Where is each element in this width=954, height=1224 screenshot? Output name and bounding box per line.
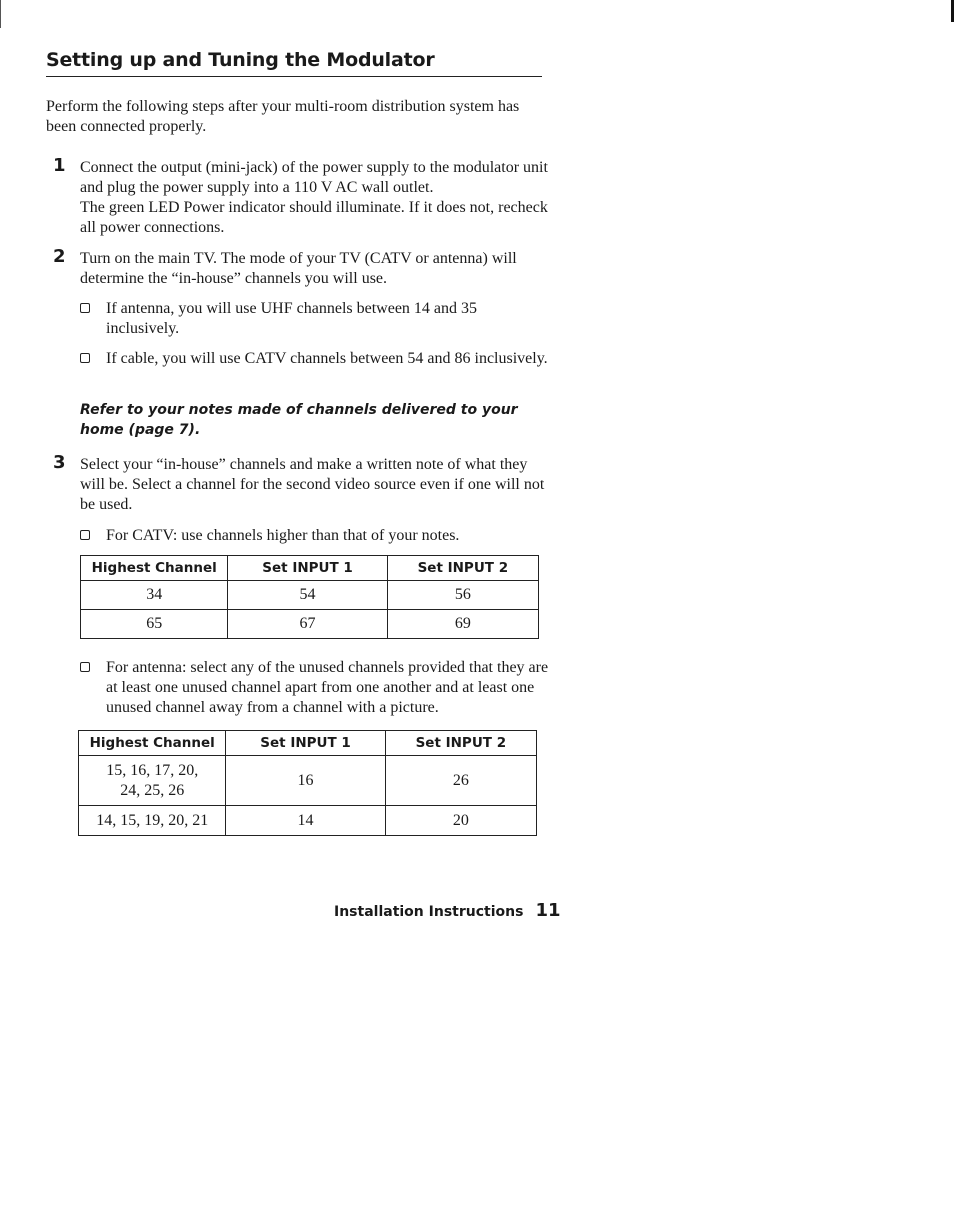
page-number: 11 bbox=[535, 900, 561, 921]
step-2-text: Turn on the main TV. The mode of your TV (CATV or antenna) will determine the “in-house” channels you will use. bbox=[80, 250, 517, 287]
step-3-text: Select your “in-house” channels and make a written note of what they will be. Select a channel for the second video source even if one will not be used. bbox=[80, 456, 545, 513]
step-2-bullet-cable bbox=[80, 349, 550, 369]
checkbox-icon bbox=[80, 353, 90, 363]
scan-edge-mark-left bbox=[0, 0, 1, 28]
page-title: Setting up and Tuning the Modulator bbox=[46, 49, 435, 71]
catv-channel-table bbox=[80, 555, 539, 639]
table-cell: 69 bbox=[387, 610, 538, 639]
table-cell: 14, 15, 19, 20, 21 bbox=[79, 806, 226, 836]
title-rule bbox=[46, 76, 542, 77]
column-header: Highest Channel bbox=[81, 556, 228, 581]
footer-label: Installation Instructions bbox=[334, 904, 524, 920]
column-header: Set INPUT 2 bbox=[387, 556, 538, 581]
column-header: Set INPUT 1 bbox=[226, 731, 385, 756]
column-header: Set INPUT 2 bbox=[385, 731, 536, 756]
step-1-number: 1 bbox=[53, 155, 66, 176]
step-2-bullet-antenna bbox=[80, 299, 550, 339]
cell-line: 15, 16, 17, 20, bbox=[106, 761, 199, 779]
table-header-row bbox=[81, 556, 539, 581]
table-cell: 14 bbox=[226, 806, 385, 836]
step-1-text-2: The green LED Power indicator should illuminate. If it does not, recheck all power connections. bbox=[80, 199, 548, 236]
column-header: Highest Channel bbox=[79, 731, 226, 756]
checkbox-icon bbox=[80, 662, 90, 672]
table-cell bbox=[79, 756, 226, 806]
table-cell: 16 bbox=[226, 756, 385, 806]
table-row bbox=[79, 756, 537, 806]
bullet-text: For antenna: select any of the unused channels provided that they are at least one unused channel apart from one another and at least one unused channel away from a channel with a picture. bbox=[106, 659, 549, 716]
antenna-channel-table bbox=[78, 730, 537, 836]
table-cell: 67 bbox=[228, 610, 387, 639]
table-cell: 20 bbox=[385, 806, 536, 836]
table-cell: 26 bbox=[385, 756, 536, 806]
step-3-bullet-antenna bbox=[80, 658, 550, 718]
bullet-text: If antenna, you will use UHF channels between 14 and 35 inclusively. bbox=[106, 300, 478, 337]
column-header: Set INPUT 1 bbox=[228, 556, 387, 581]
intro-paragraph: Perform the following steps after your multi-room distribution system has been connected properly. bbox=[46, 98, 520, 135]
cell-line: 24, 25, 26 bbox=[120, 781, 185, 799]
table-cell: 34 bbox=[81, 581, 228, 610]
table-row bbox=[81, 581, 539, 610]
step-2-number: 2 bbox=[53, 246, 66, 267]
bullet-text: For CATV: use channels higher than that of your notes. bbox=[106, 527, 460, 544]
page-footer bbox=[334, 900, 561, 921]
checkbox-icon bbox=[80, 303, 90, 313]
step-1-text: Connect the output (mini-jack) of the power supply to the modulator unit and plug the power supply into a 110 V AC wall outlet. bbox=[80, 159, 548, 196]
table-cell: 65 bbox=[81, 610, 228, 639]
table-cell: 56 bbox=[387, 581, 538, 610]
channels-note: Refer to your notes made of channels delivered to your home (page 7). bbox=[80, 402, 518, 438]
table-row bbox=[79, 806, 537, 836]
table-header-row bbox=[79, 731, 537, 756]
step-3-number: 3 bbox=[53, 452, 66, 473]
table-row bbox=[81, 610, 539, 639]
step-3-bullet-catv bbox=[80, 526, 550, 546]
checkbox-icon bbox=[80, 530, 90, 540]
bullet-text: If cable, you will use CATV channels between 54 and 86 inclusively. bbox=[106, 350, 548, 367]
table-cell: 54 bbox=[228, 581, 387, 610]
